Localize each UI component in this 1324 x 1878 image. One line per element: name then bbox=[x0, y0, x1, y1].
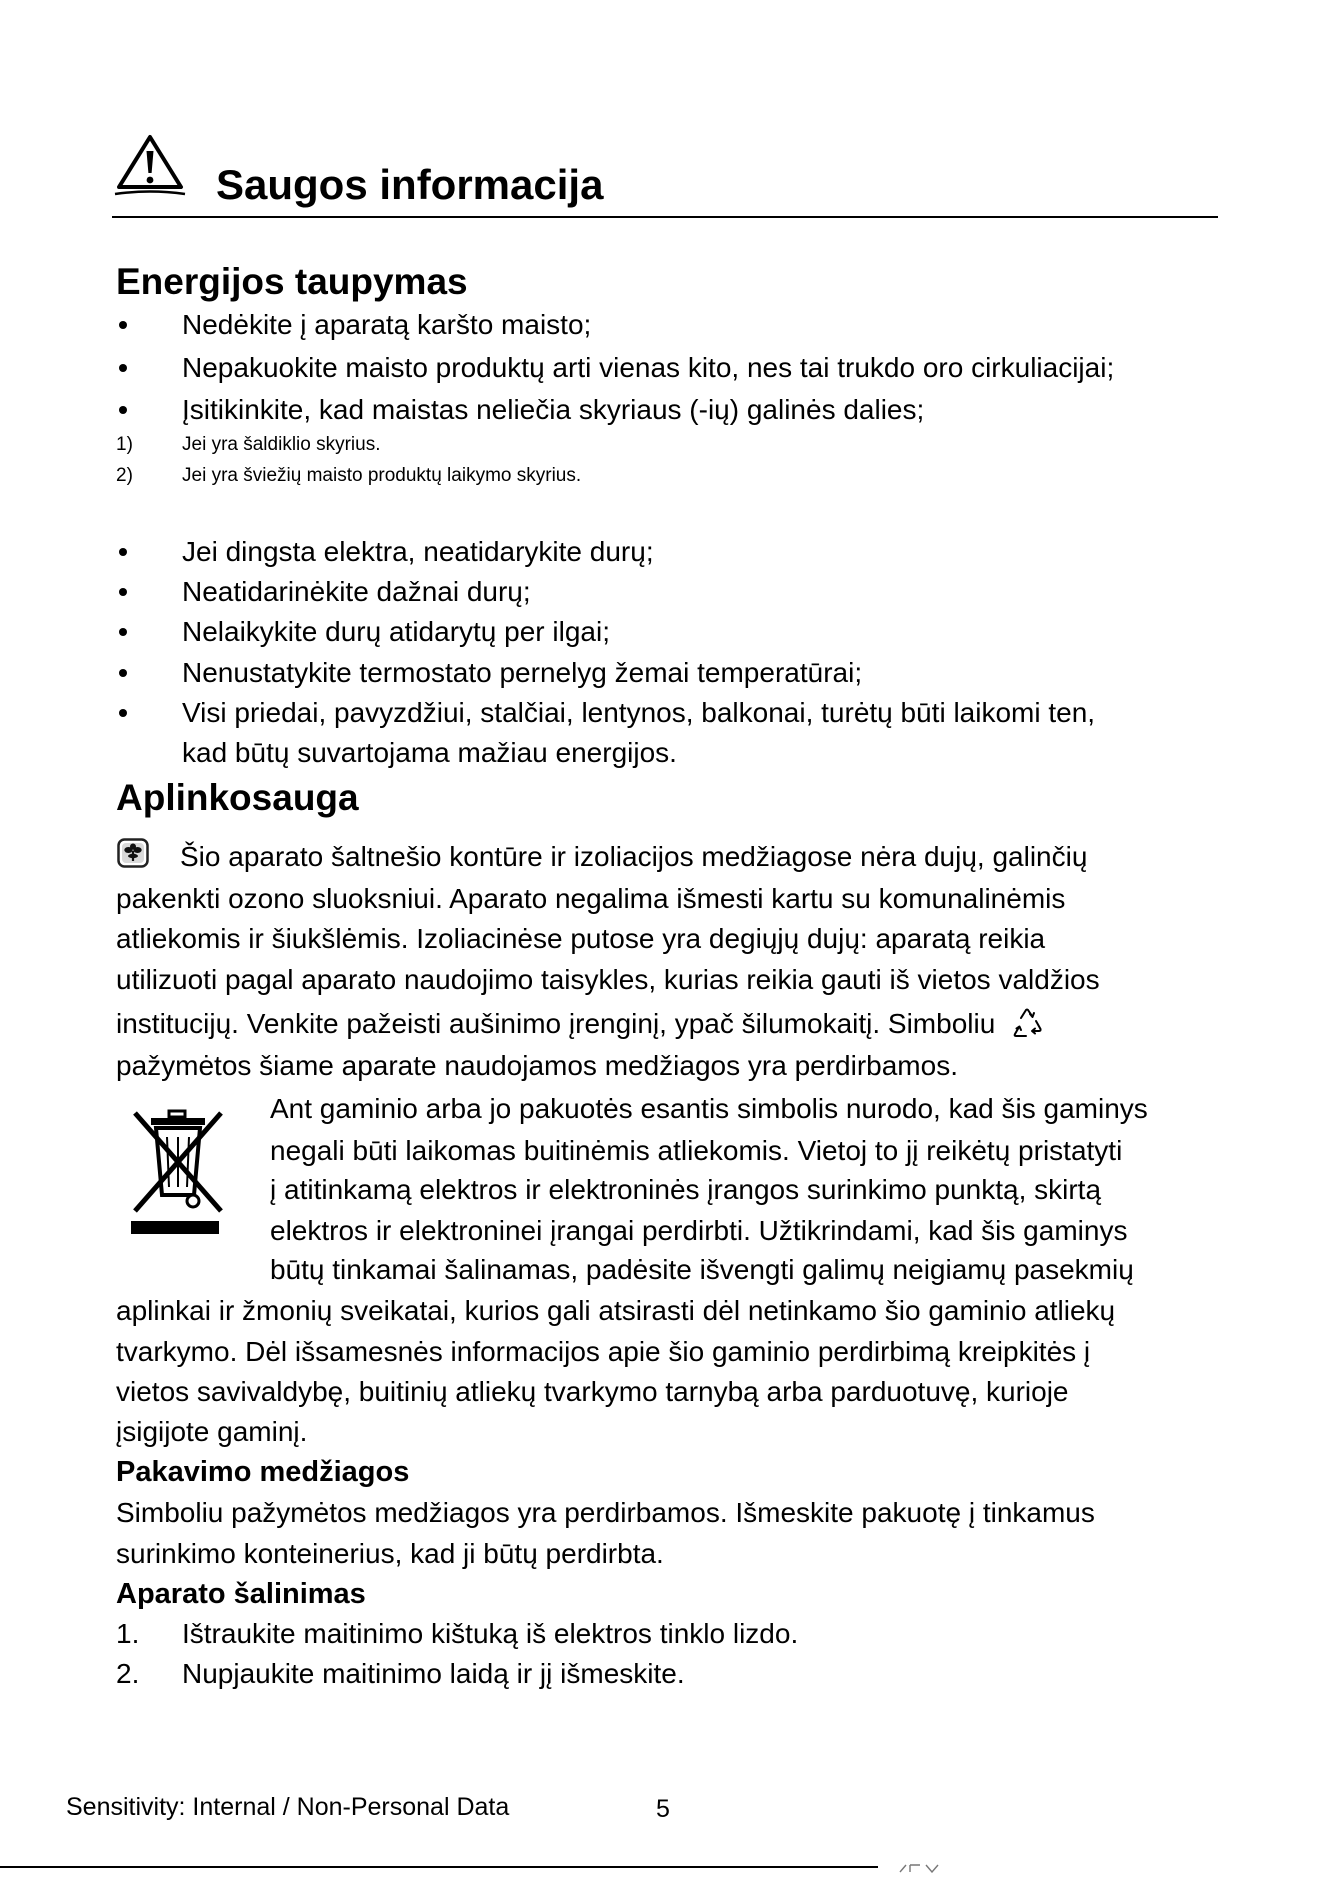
paragraph-line: utilizuoti pagal aparato naudojimo taisykles, kurias reikia gauti iš vietos valdžios bbox=[116, 964, 1100, 995]
bottom-divider bbox=[0, 1866, 878, 1868]
paragraph-line: Simboliu pažymėtos medžiagos yra perdirbamos. Išmeskite pakuotę į tinkamus bbox=[116, 1497, 1095, 1528]
bullet-icon bbox=[119, 669, 127, 677]
paragraph-line: į atitinkamą elektros ir elektroninės įrangos surinkimo punktą, skirtą bbox=[270, 1174, 1102, 1205]
bullet-icon bbox=[119, 406, 127, 414]
paragraph-line: Ant gaminio arba jo pakuotės esantis simbolis nurodo, kad šis gaminys bbox=[270, 1093, 1148, 1124]
ozone-safe-icon bbox=[117, 838, 149, 868]
list-item: Įsitikinkite, kad maistas neliečia skyriaus (-ių) galinės dalies; bbox=[182, 394, 925, 425]
cropped-mark bbox=[898, 1860, 946, 1870]
list-item-continuation: kad būtų suvartojama mažiau energijos. bbox=[182, 737, 677, 768]
footnote-text: Jei yra šviežių maisto produktų laikymo skyrius. bbox=[182, 465, 582, 486]
list-item: Jei dingsta elektra, neatidarykite durų; bbox=[182, 536, 654, 567]
paragraph-line: aplinkai ir žmonių sveikatai, kurios gali atsirasti dėl netinkamo šio gaminio atliekų bbox=[116, 1295, 1116, 1326]
bullet-icon bbox=[119, 548, 127, 556]
list-item: Nepakuokite maisto produktų arti vienas kito, nes tai trukdo oro cirkuliacijai; bbox=[182, 352, 1115, 383]
list-item: Nelaikykite durų atidarytų per ilgai; bbox=[182, 616, 610, 647]
recycle-icon bbox=[1011, 1006, 1043, 1049]
paragraph-line bbox=[116, 1006, 1216, 1042]
paragraph-line: surinkimo konteinerius, kad ji būtų perdirbta. bbox=[116, 1538, 664, 1569]
footnote-marker: 1) bbox=[116, 434, 133, 455]
paragraph-line-text: institucijų. Venkite pažeisti aušinimo įrenginį, ypač šilumokaitį. Simboliu bbox=[116, 1008, 996, 1039]
paragraph-line: pažymėtos šiame aparate naudojamos medžiagos yra perdirbamos. bbox=[116, 1050, 958, 1081]
list-item: Nedėkite į aparatą karšto maisto; bbox=[182, 309, 592, 340]
section-heading-environment: Aplinkosauga bbox=[116, 777, 359, 818]
section-heading-energy: Energijos taupymas bbox=[116, 261, 468, 302]
bullet-icon bbox=[119, 321, 127, 329]
paragraph-line: negali būti laikomas buitinėmis atliekomis. Vietoj to jį reikėtų pristatyti bbox=[270, 1135, 1123, 1166]
page-title: Saugos informacija bbox=[216, 161, 604, 208]
paragraph-line: būtų tinkamai šalinamas, padėsite išvengti galimų neigiamų pasekmių bbox=[270, 1254, 1134, 1285]
step-text: Nupjaukite maitinimo laidą ir jį išmeskite. bbox=[182, 1658, 685, 1689]
footer-sensitivity-label: Sensitivity: Internal / Non-Personal Data bbox=[66, 1793, 510, 1821]
paragraph-line: Šio aparato šaltnešio kontūre ir izoliacijos medžiagose nėra dujų, galinčių bbox=[180, 841, 1088, 872]
paragraph-line: įsigijote gaminį. bbox=[116, 1416, 308, 1447]
crossed-out-bin-icon bbox=[129, 1105, 227, 1237]
paragraph-line: vietos savivaldybę, buitinių atliekų tvarkymo tarnybą arba parduotuvę, kurioje bbox=[116, 1376, 1069, 1407]
footnote-text: Jei yra šaldiklio skyrius. bbox=[182, 434, 381, 455]
subheading-packaging: Pakavimo medžiagos bbox=[116, 1456, 410, 1488]
bullet-icon bbox=[119, 709, 127, 717]
subheading-disposal: Aparato šalinimas bbox=[116, 1578, 366, 1610]
bullet-icon bbox=[119, 628, 127, 636]
step-marker: 1. bbox=[116, 1618, 140, 1649]
bullet-icon bbox=[119, 588, 127, 596]
paragraph-line: tvarkymo. Dėl išsamesnės informacijos apie šio gaminio perdirbimą kreipkitės į bbox=[116, 1336, 1091, 1367]
list-item: Nenustatykite termostato pernelyg žemai temperatūrai; bbox=[182, 657, 863, 688]
page-number: 5 bbox=[656, 1795, 670, 1823]
footnote-marker: 2) bbox=[116, 465, 133, 486]
bullet-icon bbox=[119, 364, 127, 372]
paragraph-line: atliekomis ir šiukšlėmis. Izoliacinėse putose yra degiųjų dujų: aparatą reikia bbox=[116, 923, 1046, 954]
list-item: Neatidarinėkite dažnai durų; bbox=[182, 576, 531, 607]
paragraph-line: pakenkti ozono sluoksniui. Aparato negalima išmesti kartu su komunalinėmis bbox=[116, 883, 1066, 914]
paragraph-line: elektros ir elektroninei įrangai perdirbti. Užtikrindami, kad šis gaminys bbox=[270, 1215, 1128, 1246]
step-marker: 2. bbox=[116, 1658, 140, 1689]
step-text: Ištraukite maitinimo kištuką iš elektros tinklo lizdo. bbox=[182, 1618, 799, 1649]
list-item: Visi priedai, pavyzdžiui, stalčiai, lentynos, balkonai, turėtų būti laikomi ten, bbox=[182, 697, 1096, 728]
title-divider bbox=[112, 216, 1218, 218]
warning-triangle-icon bbox=[114, 132, 186, 198]
